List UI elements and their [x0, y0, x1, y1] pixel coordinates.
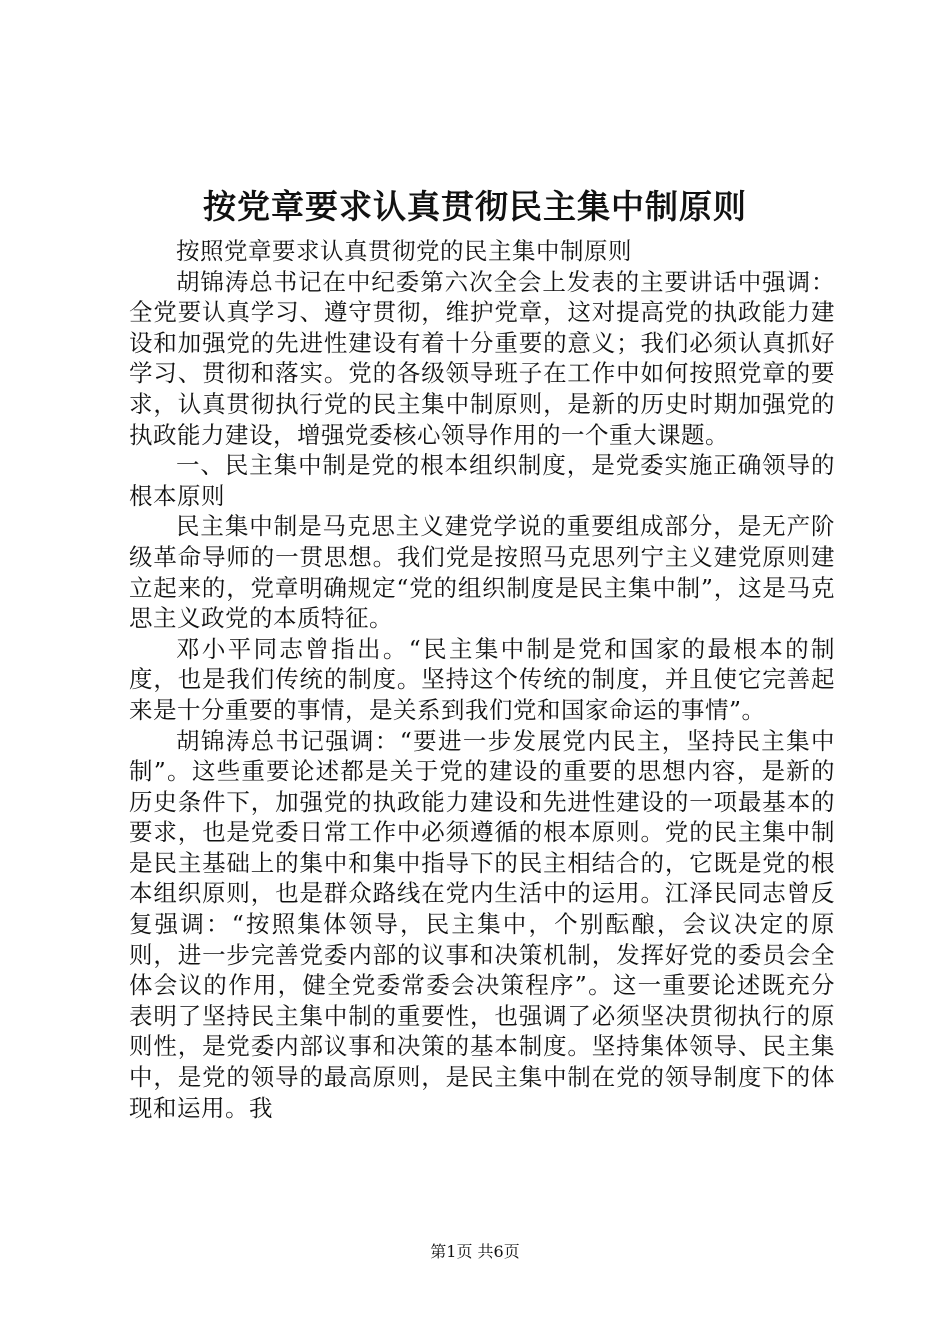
body-paragraph: 胡锦涛总书记强调：“要进一步发展党内民主，坚持民主集中制”。这些重要论述都是关于党的建设的重要的思想内容，是新的历史条件下，加强党的执政能力建设和先进性建设的一项最基本的要求，也是党委日常工作中必须遵循的根本原则。党的民主集中制是民主基础上的集中和集中指导下的民主相结合的，它既是党的根本组织原则，也是群众路线在党内生活中的运用。江泽民同志曾反复强调：“按照集体领导，民主集中，个别酝酿，会议决定的原则，进一步完善党委内部的议事和决策机制，发挥好党的委员会全体会议的作用，健全党委常委会决策程序”。这一重要论述既充分表明了坚持民主集中制的重要性，也强调了必须坚决贯彻执行的原则性，是党委内部议事和决策的基本制度。坚持集体领导、民主集中，是党的领导的最高原则，是民主集中制在党的领导制度下的体现和运用。我 [129, 726, 835, 1122]
page-footer: 第1页 共6页 [430, 1242, 520, 1261]
subtitle-paragraph: 按照党章要求认真贯彻党的民主集中制原则 [176, 237, 632, 265]
body-paragraph: 邓小平同志曾指出。“民主集中制是党和国家的最根本的制度，也是我们传统的制度。坚持这个传统的制度，并且使它完善起来是十分重要的事情，是关系到我们党和国家命运的事情”。 [129, 634, 835, 724]
document-title: 按党章要求认真贯彻民主集中制原则 [203, 187, 747, 226]
body-paragraph: 胡锦涛总书记在中纪委第六次全会上发表的主要讲话中强调：全党要认真学习、遵守贯彻，维护党章，这对提高党的执政能力建设和加强党的先进性建设有着十分重要的意义；我们必须认真抓好学习、贯彻和落实。党的各级领导班子在工作中如何按照党章的要求，认真贯彻执行党的民主集中制原则，是新的历史时期加强党的执政能力建设，增强党委核心领导作用的一个重大课题。 [129, 267, 835, 449]
body-paragraph: 民主集中制是马克思主义建党学说的重要组成部分，是无产阶级革命导师的一贯思想。我们党是按照马克思列宁主义建党原则建立起来的，党章明确规定“党的组织制度是民主集中制”，这是马克思主义政党的本质特征。 [129, 512, 835, 633]
section-heading: 一、民主集中制是党的根本组织制度，是党委实施正确领导的根本原则 [129, 451, 835, 510]
document-body [129, 236, 835, 1123]
